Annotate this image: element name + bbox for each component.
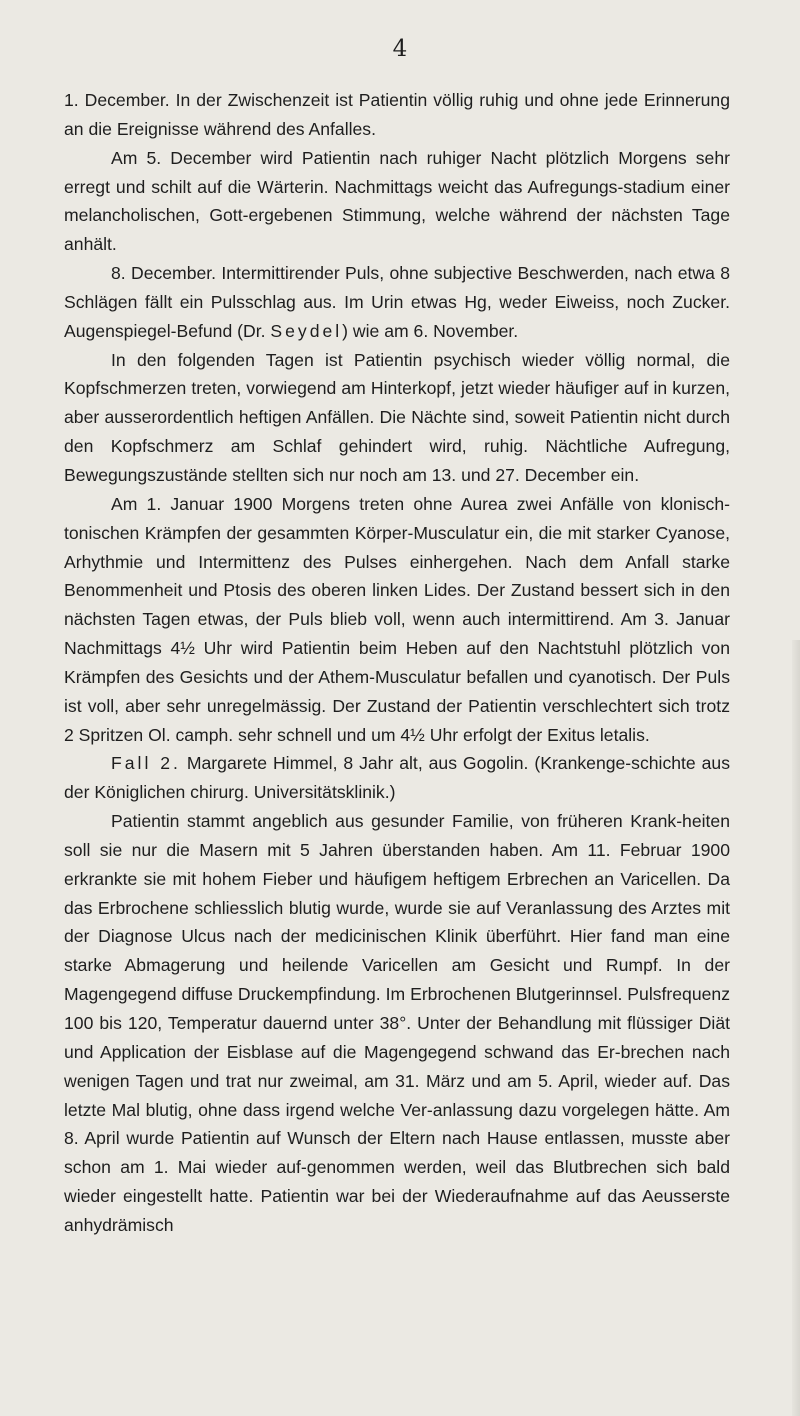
paragraph-text: Am 5. December wird Patientin nach ruhiger Nacht plötzlich Morgens sehr erregt und schilt auf die Wärterin. Nachmittags weicht das Aufregungs-stadium einer melancholischen, Gott-ergebenen Stimmung, welche während der nächsten Tage anhält.: [64, 147, 730, 255]
paragraph: [64, 259, 730, 346]
spaced-text: Seydel: [270, 320, 343, 341]
paragraph-text: In den folgenden Tagen ist Patientin psychisch wieder völlig normal, die Kopfschmerzen treten, vorwiegend am Hinterkopf, jetzt wieder häufiger auf in kurzen, aber ausserordentlich heftigen Anfällen. Die Nächte sind, soweit Patientin nicht durch den Kopfschmerz am Schlaf gehindert wird, ruhig. Nächtliche Aufregung, Bewegungszustände stellten sich nur noch am 13. und 27. December ein.: [64, 349, 730, 485]
page-number: 4: [392, 36, 408, 62]
paragraph: [64, 346, 730, 490]
paragraph-text: Patientin stammt angeblich aus gesunder Familie, von früheren Krank-heiten soll sie nur die Masern mit 5 Jahren überstanden haben. Am 11. Februar 1900 erkrankte sie mit hohem Fieber und häufigem heftigem Erbrechen an Varicellen. Da das Erbrochene schliesslich blutig wurde, wurde sie auf Veranlassung des Arztes mit der Diagnose Ulcus nach der medicinischen Klinik überführt. Hier fand man eine starke Abmagerung und heilende Varicellen am Gesicht und Rumpf. In der Magengegend diffuse Druckempfindung. Im Erbrochenen Blutgerinnsel. Pulsfrequenz 100 bis 120, Temperatur dauernd unter 38°. Unter der Behandlung mit flüssiger Diät und Application der Eisblase auf die Magengegend schwand das Er-brechen nach wenigen Tagen und trat nur zweimal, am 31. März und am 5. April, wieder auf. Das letzte Mal blutig, ohne dass irgend welche Ver-anlassung dazu vorgelegen hätte. Am 8. April wurde Patientin auf Wunsch der Eltern nach Hause entlassen, musste aber schon am 1. Mai wieder auf-genommen werden, weil das Blutbrechen sich bald wieder eingestellt hatte. Patientin war bei der Wiederaufnahme auf das Aeusserste anhydrämisch: [64, 811, 730, 1235]
paragraph-text: Margarete Himmel, 8 Jahr alt, aus Gogolin. (Krankenge-schichte aus der Königlichen chirurg. Universitätsklinik.): [64, 753, 730, 803]
spaced-text: Fall 2.: [111, 753, 181, 774]
paragraph: [64, 144, 730, 259]
paragraph: [64, 86, 730, 144]
paragraph-text: 8. December. Intermittirender Puls, ohne subjective Beschwerden, nach etwa 8 Schlägen fällt ein Pulsschlag aus. Im Urin etwas Hg, weder Eiweiss, noch Zucker. Augenspiegel-Befund (Dr.: [64, 263, 730, 341]
paragraph-text: 1. December. In der Zwischenzeit ist Patientin völlig ruhig und ohne jede Erinnerung an die Ereignisse während des Anfalles.: [64, 90, 730, 139]
body-text: [64, 86, 730, 1240]
paragraph: [64, 749, 730, 807]
paragraph-text: ) wie am 6. November.: [342, 320, 519, 341]
paragraph-text: Am 1. Januar 1900 Morgens treten ohne Aurea zwei Anfälle von klonisch-tonischen Krämpfen der gesammten Körper-Musculatur ein, die mit starker Cyanose, Arhythmie und Intermittenz des Pulses einhergehen. Nach dem Anfall starke Benommenheit und Ptosis des oberen linken Lides. Der Zustand bessert sich in den nächsten Tagen etwas, der Puls blieb voll, wenn auch intermittirend. Am 3. Januar Nachmittags 4½ Uhr wird Patientin beim Heben auf den Nachtstuhl plötzlich von Krämpfen des Gesichts und der Athem-Musculatur befallen und cyanotisch. Der Puls ist voll, aber sehr unregelmässig. Der Zustand der Patientin verschlechtert sich trotz 2 Spritzen Ol. camph. sehr schnell und um 4½ Uhr erfolgt der Exitus letalis.: [64, 493, 730, 745]
page-edge-shadow: [792, 640, 800, 1416]
paragraph: [64, 490, 730, 750]
paragraph: [64, 807, 730, 1240]
